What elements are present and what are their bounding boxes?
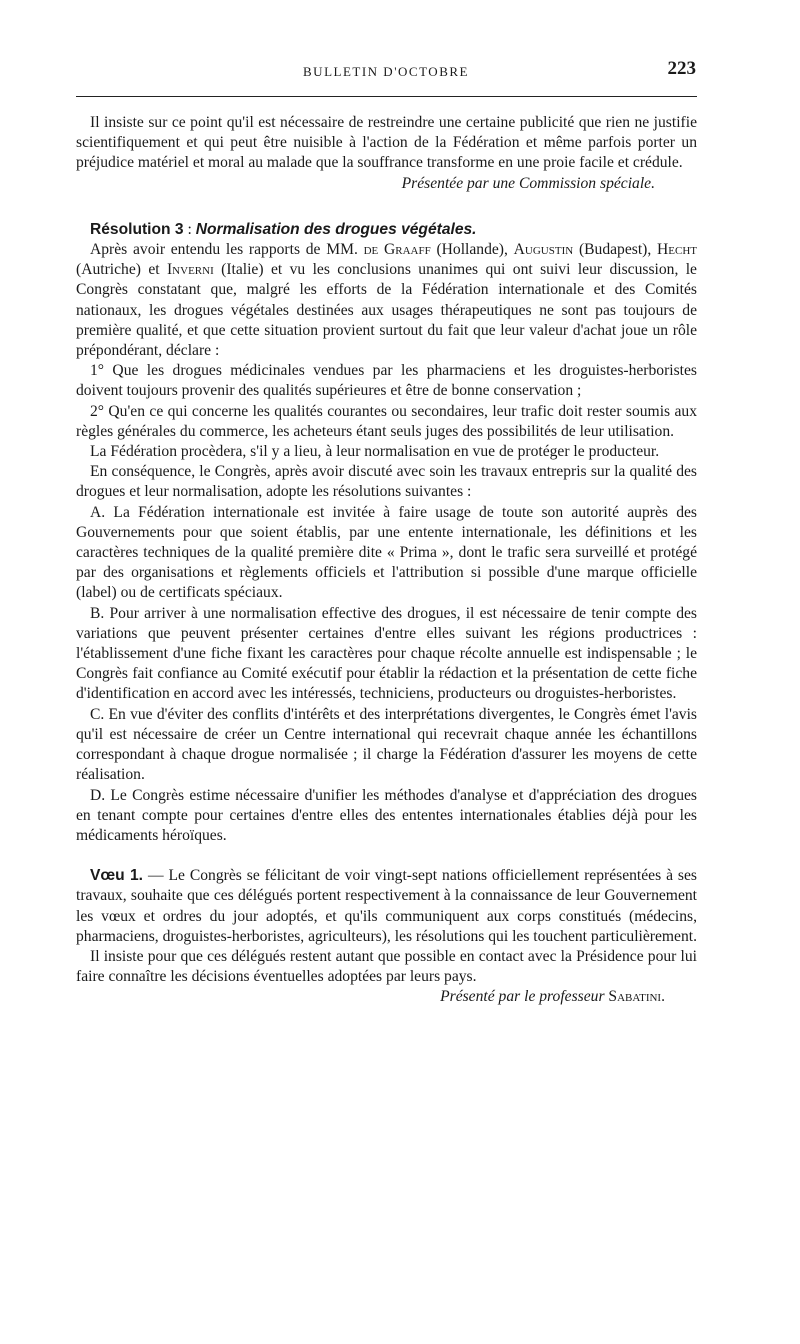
paragraph: C. En vue d'éviter des conflits d'intérêts et des interprétations divergentes, le Congrès émet l'avis qu'il est nécessaire de créer un Centre international qui recevrait chaque année les échantillons correspondant à chaque drogue normalisée ; il charge la Fédération d'assurer les moyens de cette réalisation. xyxy=(76,705,697,784)
running-title: BULLETIN D'OCTOBRE xyxy=(303,64,469,79)
paragraph: Il insiste pour que ces délégués restent autant que possible en contact avec la Présidence pour lui faire connaître les décisions éventuelles adoptées par leurs pays. xyxy=(76,947,697,986)
paragraph: D. Le Congrès estime nécessaire d'unifier les méthodes d'analyse et d'appréciation des drogues en tenant compte pour certaines d'entre elles des ententes internationales établies déjà pour les médicaments héroïques. xyxy=(76,786,697,844)
text-run: Après avoir entendu les rapports de MM. xyxy=(90,241,364,259)
person-name: Hecht xyxy=(657,241,697,259)
paragraph: A. La Fédération internationale est invitée à faire usage de toute son autorité auprès des Gouvernements pour que soient établis, par une entente internationale, les définitions et les caractères techniques de la qualité première dite « Prima », dont le trafic sera surveillé et protégé par des organisations et règlements officiels et l'attribution si possible d'une marque officielle (label) ou de certificats spéciaux. xyxy=(76,503,697,602)
attribution: Présentée par une Commission spéciale. xyxy=(401,174,655,192)
person-name: Augustin xyxy=(513,241,574,259)
voeu-text: — Le Congrès se félicitant de voir vingt-sept nations officiellement représentées à ses travaux, souhaite que ces délégués portent respectivement à la connaissance de leur Gouvernement les vœux et ordres du jour adoptés, et qu'ils communiquent aux corps constitués (médecins, pharmaciens, droguistes-herboristes, agriculteurs), les résolutions qui les touchent particulièrement. xyxy=(76,867,697,945)
paragraph: 2° Qu'en ce qui concerne les qualités courantes ou secondaires, leur trafic doit rester soumis aux règles générales du commerce, les acheteurs étant seuls juges des possibilités de leur utilisation. xyxy=(76,402,697,440)
header-rule xyxy=(76,96,697,97)
signature-name: Sabatini. xyxy=(608,988,665,1006)
resolution-heading xyxy=(76,220,697,240)
paragraph: 1° Que les drogues médicinales vendues par les pharmaciens et les droguistes-herboristes doivent toujours provenir des qualités supérieures et être de bonne conservation ; xyxy=(76,362,697,400)
paragraph xyxy=(76,240,697,361)
body-text xyxy=(76,113,697,1008)
page-header xyxy=(76,58,696,88)
voeu-paragraph xyxy=(76,866,697,947)
paragraph: B. Pour arriver à une normalisation effective des drogues, il est nécessaire de tenir compte des variations que peuvent présenter certaines d'entre elles suivant les régions productrices : l'établissement d'une fiche fixant les caractères pour chaque récolte annuelle est indispensable ; le Congrès fait confiance au Comité exécutif pour établir la rédaction et la présentation de cette fiche d'identification en accord avec les intéressés, techniciens, producteurs ou droguistes-herboristes. xyxy=(76,604,697,703)
resolution-label: Résolution 3 xyxy=(90,220,184,238)
voeu-label: Vœu 1. xyxy=(90,867,144,885)
person-name: Inverni xyxy=(166,261,214,279)
person-name: de Graaff xyxy=(363,241,431,259)
page-number: 223 xyxy=(667,58,696,79)
text-run: (Autriche) et xyxy=(76,261,167,279)
paragraph: Il insiste sur ce point qu'il est nécessaire de restreindre une certaine publicité que rien ne justifie scientifiquement et qui peut être nuisible à l'action de la Fédération et même parfois porter un préjudice matériel et moral au malade que la souffrance transforme en une proie facile et crédule. xyxy=(76,114,697,172)
paragraph: En conséquence, le Congrès, après avoir discuté avec soin les travaux entrepris sur la qualité des drogues et leur normalisation, adopte les résolutions suivantes : xyxy=(76,463,697,501)
text-run: (Budapest), xyxy=(573,241,658,259)
text-run: (Hollande), xyxy=(430,241,514,259)
signature xyxy=(76,987,697,1007)
resolution-title: Normalisation des drogues végétales. xyxy=(195,220,477,238)
paragraph: La Fédération procèdera, s'il y a lieu, à leur normalisation en vue de protéger le producteur. xyxy=(90,443,660,461)
resolution-separator: : xyxy=(183,220,196,238)
text-run: (Italie) et vu les conclusions unanimes qui ont suivi leur discussion, le Congrès constatant que, malgré les efforts de la Fédération internationale et des Comités nationaux, les drogues végétales destinées aux usages thérapeutiques ne sont pas toujours de première qualité, et que cette situation provient surtout du fait que leur valeur d'achat joue un rôle prépondérant, déclare : xyxy=(76,261,697,360)
signature-prefix: Présenté par le professeur xyxy=(440,988,609,1006)
